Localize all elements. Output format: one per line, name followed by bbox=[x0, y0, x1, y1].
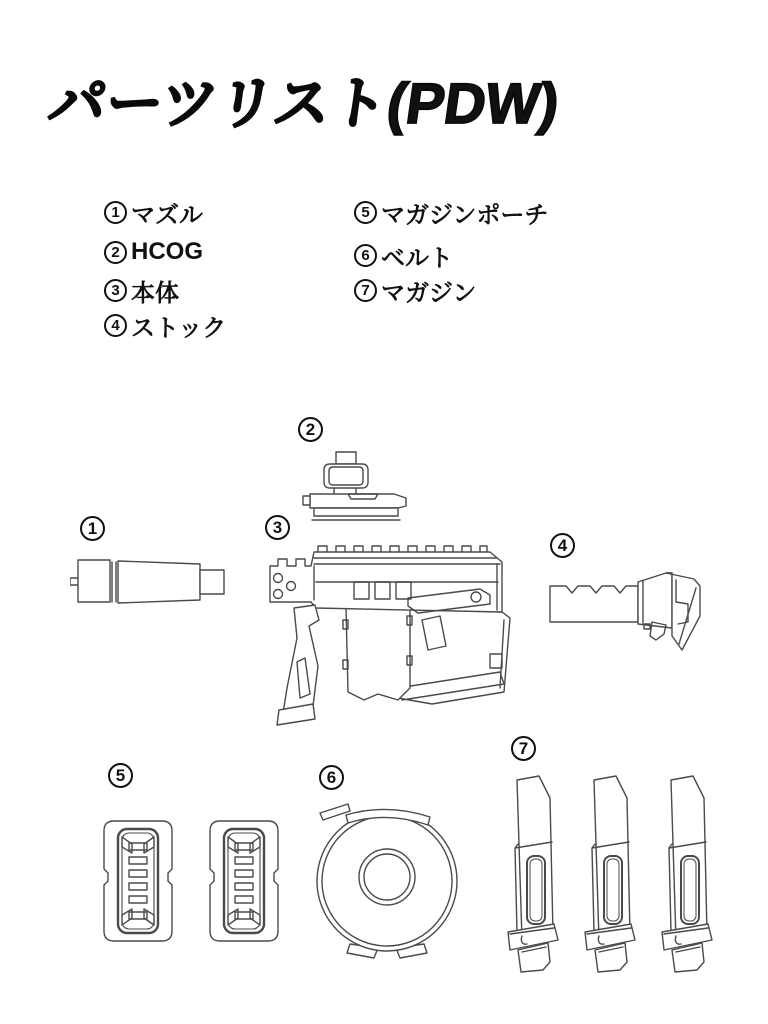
part-label: マガジン bbox=[381, 280, 477, 307]
figure-number-badge: 6 bbox=[319, 765, 344, 790]
list-item-magazine bbox=[354, 273, 476, 308]
part-number-badge: 5 bbox=[354, 201, 377, 224]
figure-number-badge: 1 bbox=[80, 516, 105, 541]
part-label: 本体 bbox=[131, 280, 179, 307]
list-item-magpouch bbox=[354, 195, 548, 230]
list-item-body bbox=[104, 273, 179, 308]
muzzle-drawing bbox=[70, 558, 226, 606]
part-number-badge: 2 bbox=[104, 241, 127, 264]
part-label: ストック bbox=[131, 315, 227, 342]
list-item-muzzle bbox=[104, 195, 203, 230]
part-label: マズル bbox=[131, 202, 203, 229]
stock-drawing bbox=[548, 566, 708, 654]
figure-number-badge: 7 bbox=[511, 736, 536, 761]
body-drawing bbox=[254, 542, 512, 734]
part-label: マガジンポーチ bbox=[381, 202, 549, 229]
figure-number-badge: 4 bbox=[550, 533, 575, 558]
hcog-drawing bbox=[300, 450, 412, 524]
magpouch-drawing bbox=[102, 819, 280, 943]
part-label: ベルト bbox=[381, 245, 453, 272]
figure-belt bbox=[312, 765, 467, 960]
figure-magazine bbox=[500, 736, 726, 976]
part-label: HCOG bbox=[131, 238, 203, 265]
part-number-badge: 6 bbox=[354, 244, 377, 267]
figure-number-badge: 2 bbox=[298, 417, 323, 442]
part-number-badge: 4 bbox=[104, 314, 127, 337]
figure-number-badge: 5 bbox=[108, 763, 133, 788]
page-title: パーツリスト(PDW) bbox=[44, 72, 564, 136]
list-item-belt bbox=[354, 238, 453, 273]
magazine-drawing bbox=[500, 774, 722, 976]
figure-muzzle bbox=[70, 516, 230, 611]
list-item-stock bbox=[104, 308, 226, 343]
belt-drawing bbox=[312, 791, 462, 959]
list-item-hcog bbox=[104, 238, 203, 266]
part-number-badge: 3 bbox=[104, 279, 127, 302]
figure-body bbox=[254, 515, 514, 735]
part-number-badge: 1 bbox=[104, 201, 127, 224]
figure-hcog bbox=[298, 417, 418, 527]
figure-stock bbox=[548, 533, 713, 658]
part-number-badge: 7 bbox=[354, 279, 377, 302]
figure-magpouch bbox=[102, 763, 287, 948]
figure-number-badge: 3 bbox=[265, 515, 290, 540]
